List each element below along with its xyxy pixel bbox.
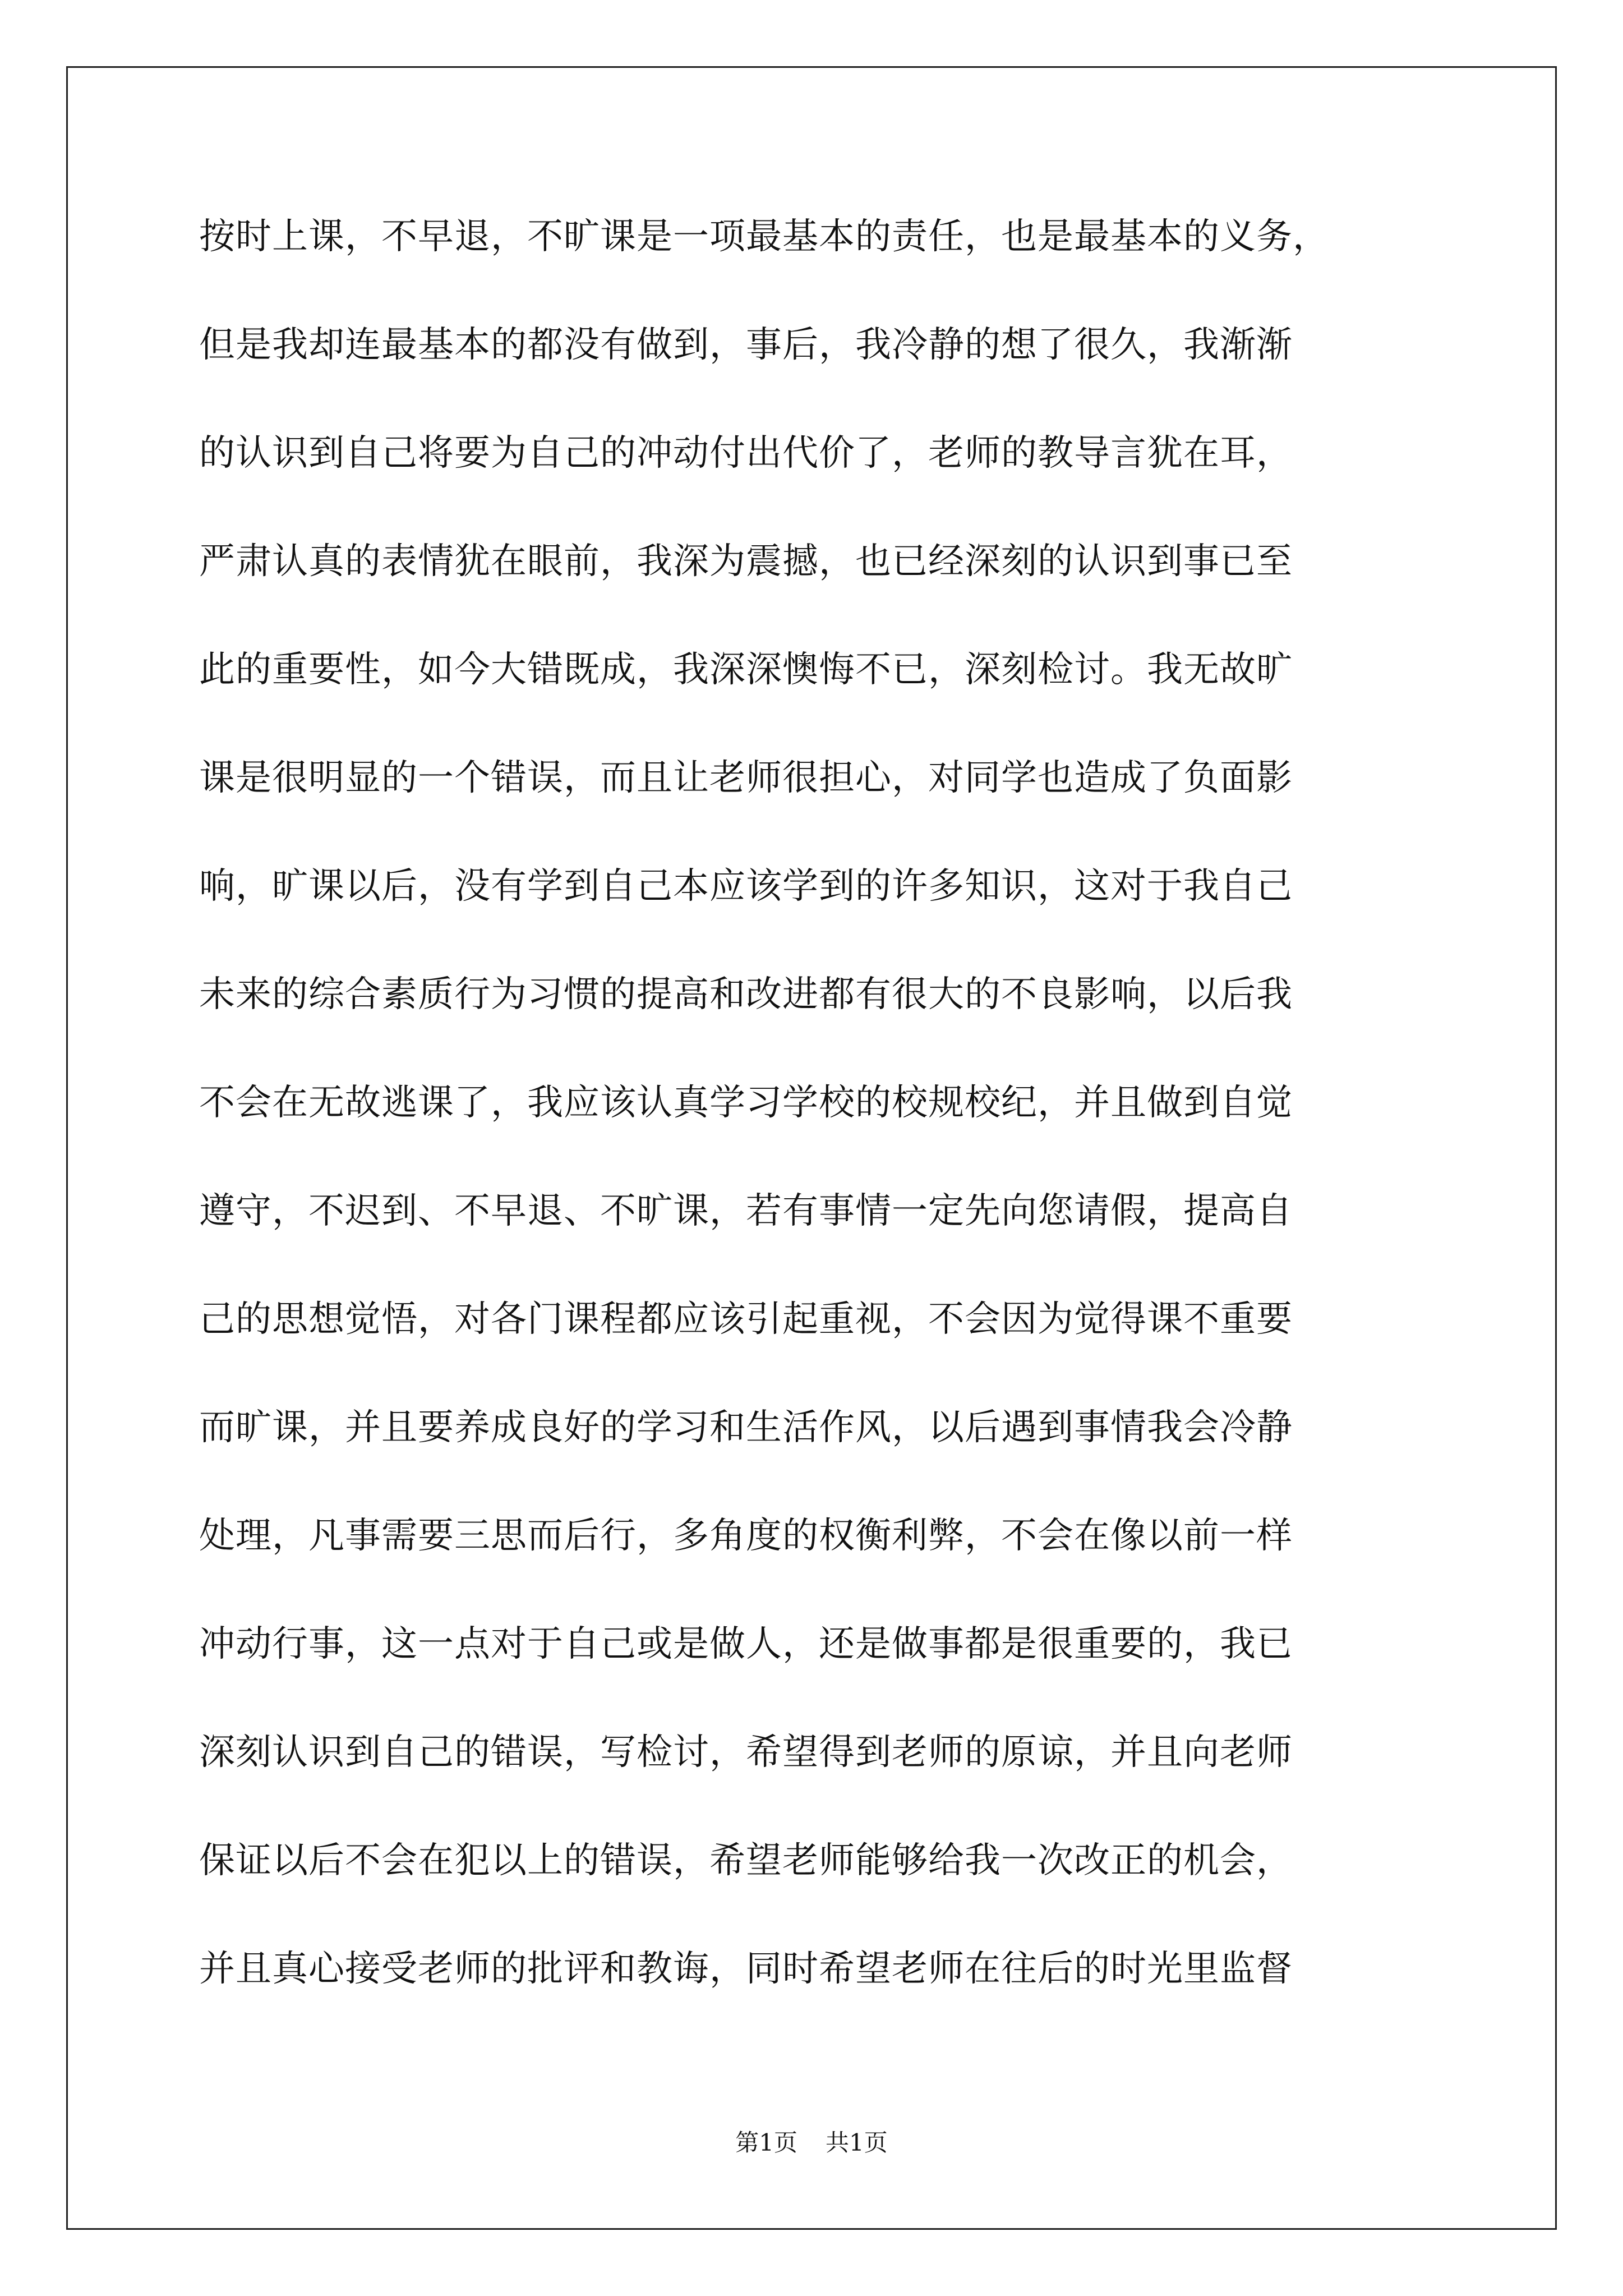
page-number-total: 共1页 bbox=[826, 2129, 888, 2156]
text-line: 未来的综合素质行为习惯的提高和改进都有很大的不良影响，以后我 bbox=[199, 974, 1293, 1015]
text-line: 深刻认识到自己的错误，写检讨，希望得到老师的原谅，并且向老师 bbox=[199, 1732, 1293, 1773]
text-line: 遵守，不迟到、不早退、不旷课，若有事情一定先向您请假，提高自 bbox=[199, 1190, 1293, 1232]
text-line: 按时上课，不早退，不旷课是一项最基本的责任，也是最基本的义务， bbox=[199, 216, 1329, 257]
text-line: 而旷课，并且要养成良好的学习和生活作风，以后遇到事情我会冷静 bbox=[199, 1407, 1293, 1448]
text-line: 课是很明显的一个错误，而且让老师很担心，对同学也造成了负面影 bbox=[199, 757, 1293, 799]
text-line: 此的重要性，如今大错既成，我深深懊悔不已，深刻检讨。我无故旷 bbox=[199, 649, 1293, 691]
text-line: 保证以后不会在犯以上的错误，希望老师能够给我一次改正的机会， bbox=[199, 1840, 1293, 1881]
text-line: 处理，凡事需要三思而后行，多角度的权衡利弊，不会在像以前一样 bbox=[199, 1515, 1293, 1557]
text-line: 响，旷课以后，没有学到自己本应该学到的许多知识，这对于我自己 bbox=[199, 866, 1293, 907]
text-line: 严肃认真的表情犹在眼前，我深为震撼，也已经深刻的认识到事已至 bbox=[199, 541, 1293, 582]
text-line: 不会在无故逃课了，我应该认真学习学校的校规校纪，并且做到自觉 bbox=[199, 1082, 1293, 1124]
page-number-current: 第1页 bbox=[735, 2129, 797, 2156]
text-line: 冲动行事，这一点对于自己或是做人，还是做事都是很重要的，我已 bbox=[199, 1623, 1293, 1665]
text-line: 并且真心接受老师的批评和教诲，同时希望老师在往后的时光里监督 bbox=[199, 1948, 1293, 1990]
document-body bbox=[199, 209, 1433, 2049]
text-line: 己的思想觉悟，对各门课程都应该引起重视，不会因为觉得课不重要 bbox=[199, 1299, 1293, 1340]
text-line: 的认识到自己将要为自己的冲动付出代价了，老师的教导言犹在耳， bbox=[199, 432, 1293, 474]
page-footer bbox=[0, 2126, 1623, 2160]
text-line: 但是我却连最基本的都没有做到，事后，我冷静的想了很久，我渐渐 bbox=[199, 324, 1293, 366]
